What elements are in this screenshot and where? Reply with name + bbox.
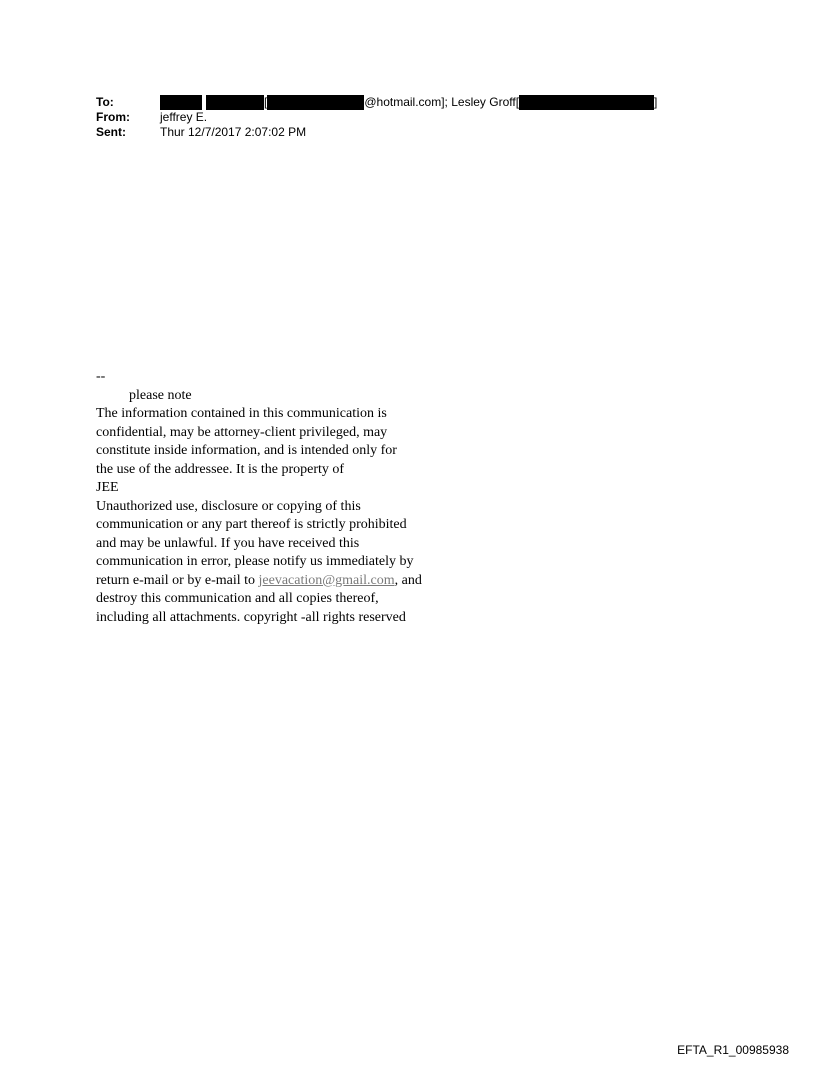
redaction-block [160,95,202,110]
sent-label: Sent: [96,125,126,139]
to-bracket-close: ] [654,95,658,109]
email-body [96,368,476,627]
disclaimer-line: destroy this communication and all copies thereof, [96,591,379,606]
disclaimer-line: confidential, may be attorney-client privileged, may [96,424,388,440]
redaction-block [267,95,364,110]
document-id: EFTA_R1_00985938 [677,1043,789,1057]
disclaimer-line: The information contained in this communication is [96,406,387,421]
disclaimer-line [96,572,476,591]
disclaimer-line: including all attachments. copyright -all rights reserved [96,609,406,625]
disclaimer-line: constitute inside information, and is intended only for [96,443,397,458]
to-label: To: [96,95,114,109]
disclaimer-line: communication in error, please notify us immediately by [96,554,414,569]
redaction-block [519,95,654,110]
disclaimer-line: JEE [96,480,119,495]
disclaimer-line: Unauthorized use, disclosure or copying of this [96,498,361,514]
disclaimer-text: return e-mail or by e-mail to [96,572,259,588]
disclaimer-text: , and [394,572,422,588]
to-value [160,95,657,110]
disclaimer-line: communication or any part thereof is strictly prohibited [96,517,407,532]
signature-separator: -- [96,369,106,384]
to-bracket-open: [ [264,95,268,109]
from-label: From: [96,110,130,124]
disclaimer-line: the use of the addressee. It is the property of [96,461,345,477]
to-email-suffix: @hotmail.com]; Lesley Groff[ [364,95,520,109]
disclaimer-line: please note [129,387,192,403]
disclaimer-line: and may be unlawful. If you have received this [96,535,360,551]
email-link[interactable]: jeevacation@gmail.com [258,572,395,588]
sent-value: Thur 12/7/2017 2:07:02 PM [160,125,307,139]
from-value: jeffrey E. [160,110,208,124]
redaction-block [206,95,264,110]
